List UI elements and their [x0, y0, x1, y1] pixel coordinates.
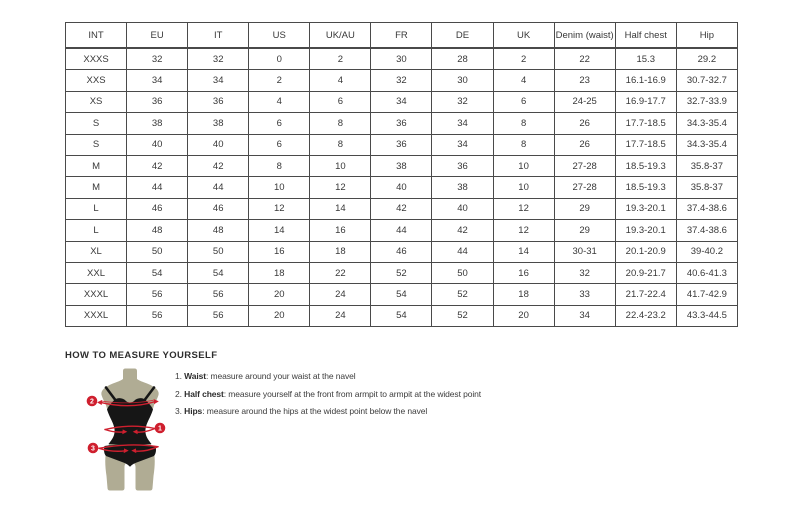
table-cell: 0 [249, 48, 310, 70]
table-cell: 6 [249, 113, 310, 134]
table-cell: 34 [127, 70, 188, 91]
table-cell: 12 [249, 198, 310, 219]
table-cell: 34 [188, 70, 249, 91]
table-cell: 38 [188, 113, 249, 134]
table-cell: 36 [127, 91, 188, 112]
chest-marker-badge [87, 396, 98, 407]
table-cell: XL [66, 241, 127, 262]
table-cell: 29.2 [676, 48, 737, 70]
column-header: INT [66, 23, 127, 49]
table-cell: 39-40.2 [676, 241, 737, 262]
table-row [66, 284, 738, 305]
table-cell: L [66, 198, 127, 219]
table-cell: XXS [66, 70, 127, 91]
table-cell: 46 [127, 198, 188, 219]
table-cell: 8 [310, 113, 371, 134]
table-cell: 4 [493, 70, 554, 91]
column-header: UK/AU [310, 23, 371, 49]
table-cell: 23 [554, 70, 615, 91]
table-row [66, 262, 738, 283]
table-cell: 37.4-38.6 [676, 198, 737, 219]
table-cell: 48 [127, 220, 188, 241]
table-cell: 34.3-35.4 [676, 113, 737, 134]
table-cell: 37.4-38.6 [676, 220, 737, 241]
table-cell: 44 [432, 241, 493, 262]
table-cell: 30 [371, 48, 432, 70]
table-row [66, 134, 738, 155]
table-cell: 38 [371, 155, 432, 176]
table-row [66, 177, 738, 198]
table-cell: 20 [249, 305, 310, 326]
table-cell: 42 [188, 155, 249, 176]
table-cell: 6 [249, 134, 310, 155]
table-cell: 44 [188, 177, 249, 198]
table-cell: 16 [310, 220, 371, 241]
table-cell: 2 [493, 48, 554, 70]
table-cell: 36 [188, 91, 249, 112]
table-cell: 22 [310, 262, 371, 283]
table-cell: 24-25 [554, 91, 615, 112]
table-row [66, 91, 738, 112]
measure-section-title: HOW TO MEASURE YOURSELF [65, 350, 218, 361]
table-cell: 44 [127, 177, 188, 198]
table-cell: 18.5-19.3 [615, 155, 676, 176]
table-cell: 12 [493, 220, 554, 241]
table-cell: 40 [188, 134, 249, 155]
table-cell: 40 [127, 134, 188, 155]
column-header: Denim (waist) [554, 23, 615, 49]
table-cell: 40 [371, 177, 432, 198]
size-table-head [66, 23, 738, 49]
table-cell: 42 [371, 198, 432, 219]
table-cell: 14 [249, 220, 310, 241]
table-cell: 10 [493, 177, 554, 198]
table-cell: 32 [127, 48, 188, 70]
table-cell: 17.7-18.5 [615, 134, 676, 155]
table-cell: 12 [493, 198, 554, 219]
measure-step: 3. Hips: measure around the hips at the widest point below the navel [175, 406, 428, 417]
table-cell: 40 [432, 198, 493, 219]
table-cell: 54 [127, 262, 188, 283]
table-cell: 34 [554, 305, 615, 326]
table-cell: 20.1-20.9 [615, 241, 676, 262]
table-cell: 14 [310, 198, 371, 219]
table-cell: 52 [432, 305, 493, 326]
table-cell: 35.8-37 [676, 155, 737, 176]
table-row [66, 220, 738, 241]
table-cell: 21.7-22.4 [615, 284, 676, 305]
table-cell: 32 [188, 48, 249, 70]
table-cell: 33 [554, 284, 615, 305]
table-cell: 6 [310, 91, 371, 112]
table-cell: 32 [432, 91, 493, 112]
measure-figure-illustration [78, 366, 174, 500]
table-cell: 34 [432, 113, 493, 134]
table-cell: 43.3-44.5 [676, 305, 737, 326]
table-cell: 54 [188, 262, 249, 283]
table-cell: 42 [432, 220, 493, 241]
column-header: Half chest [615, 23, 676, 49]
table-cell: 52 [432, 284, 493, 305]
svg-text:3: 3 [91, 445, 95, 453]
table-cell: 32 [371, 70, 432, 91]
table-cell: XXXL [66, 284, 127, 305]
table-cell: 26 [554, 134, 615, 155]
table-cell: 32.7-33.9 [676, 91, 737, 112]
table-cell: L [66, 220, 127, 241]
table-cell: 41.7-42.9 [676, 284, 737, 305]
table-cell: 19.3-20.1 [615, 220, 676, 241]
table-cell: 32 [554, 262, 615, 283]
table-cell: 29 [554, 198, 615, 219]
table-row [66, 70, 738, 91]
column-header: Hip [676, 23, 737, 49]
table-cell: 27-28 [554, 155, 615, 176]
table-row [66, 113, 738, 134]
table-cell: XXXS [66, 48, 127, 70]
table-cell: 30 [432, 70, 493, 91]
size-table [65, 22, 738, 327]
table-cell: M [66, 177, 127, 198]
table-row [66, 155, 738, 176]
table-cell: 56 [188, 284, 249, 305]
measure-step: 2. Half chest: measure yourself at the front from armpit to armpit at the widest point [175, 388, 482, 399]
table-cell: 24 [310, 305, 371, 326]
table-cell: 10 [493, 155, 554, 176]
table-cell: 22 [554, 48, 615, 70]
table-cell: 18 [249, 262, 310, 283]
table-cell: 30.7-32.7 [676, 70, 737, 91]
column-header: FR [371, 23, 432, 49]
measure-steps [175, 371, 481, 424]
table-cell: 20.9-21.7 [615, 262, 676, 283]
table-cell: 18.5-19.3 [615, 177, 676, 198]
table-cell: XXL [66, 262, 127, 283]
table-cell: 8 [493, 113, 554, 134]
table-cell: 29 [554, 220, 615, 241]
table-cell: 6 [493, 91, 554, 112]
table-cell: 36 [371, 113, 432, 134]
table-cell: 8 [493, 134, 554, 155]
table-cell: 52 [371, 262, 432, 283]
table-cell: 50 [432, 262, 493, 283]
table-cell: 28 [432, 48, 493, 70]
column-header: DE [432, 23, 493, 49]
table-cell: 2 [249, 70, 310, 91]
table-cell: 24 [310, 284, 371, 305]
table-cell: S [66, 134, 127, 155]
table-cell: 20 [493, 305, 554, 326]
table-cell: 34 [432, 134, 493, 155]
column-header: US [249, 23, 310, 49]
table-cell: 56 [188, 305, 249, 326]
table-cell: 50 [188, 241, 249, 262]
table-cell: 19.3-20.1 [615, 198, 676, 219]
column-header: UK [493, 23, 554, 49]
table-cell: 26 [554, 113, 615, 134]
measure-step: 1. Waist: measure around your waist at the navel [175, 371, 356, 381]
table-row [66, 198, 738, 219]
table-cell: 4 [249, 91, 310, 112]
table-cell: 18 [493, 284, 554, 305]
table-cell: 34 [371, 91, 432, 112]
table-cell: 12 [310, 177, 371, 198]
table-row [66, 305, 738, 326]
hips-marker-badge [88, 443, 99, 454]
table-cell: 18 [310, 241, 371, 262]
table-cell: 16 [493, 262, 554, 283]
table-cell: 35.8-37 [676, 177, 737, 198]
table-cell: 10 [310, 155, 371, 176]
column-header: IT [188, 23, 249, 49]
table-cell: M [66, 155, 127, 176]
table-cell: 22.4-23.2 [615, 305, 676, 326]
table-cell: 46 [371, 241, 432, 262]
table-cell: 50 [127, 241, 188, 262]
table-cell: 46 [188, 198, 249, 219]
table-cell: 36 [371, 134, 432, 155]
table-cell: 14 [493, 241, 554, 262]
table-cell: 16.1-16.9 [615, 70, 676, 91]
waist-marker-badge [155, 423, 166, 434]
table-cell: 38 [432, 177, 493, 198]
table-cell: S [66, 113, 127, 134]
table-cell: 44 [371, 220, 432, 241]
table-cell: 30-31 [554, 241, 615, 262]
table-cell: 40.6-41.3 [676, 262, 737, 283]
table-cell: 16 [249, 241, 310, 262]
column-header: EU [127, 23, 188, 49]
table-cell: 56 [127, 284, 188, 305]
table-cell: 8 [310, 134, 371, 155]
table-cell: 42 [127, 155, 188, 176]
table-cell: 8 [249, 155, 310, 176]
size-table-body [66, 48, 738, 327]
table-cell: 38 [127, 113, 188, 134]
table-cell: 48 [188, 220, 249, 241]
table-cell: 17.7-18.5 [615, 113, 676, 134]
table-cell: 27-28 [554, 177, 615, 198]
table-cell: 54 [371, 284, 432, 305]
table-cell: 2 [310, 48, 371, 70]
table-row [66, 241, 738, 262]
svg-text:2: 2 [90, 398, 94, 406]
table-cell: 4 [310, 70, 371, 91]
table-cell: 16.9-17.7 [615, 91, 676, 112]
table-cell: XXXL [66, 305, 127, 326]
table-cell: 15.3 [615, 48, 676, 70]
table-cell: 20 [249, 284, 310, 305]
table-row [66, 48, 738, 70]
table-cell: 10 [249, 177, 310, 198]
table-cell: XS [66, 91, 127, 112]
table-cell: 34.3-35.4 [676, 134, 737, 155]
table-cell: 36 [432, 155, 493, 176]
header-row [66, 23, 738, 49]
table-cell: 54 [371, 305, 432, 326]
svg-text:1: 1 [158, 425, 162, 433]
table-cell: 56 [127, 305, 188, 326]
